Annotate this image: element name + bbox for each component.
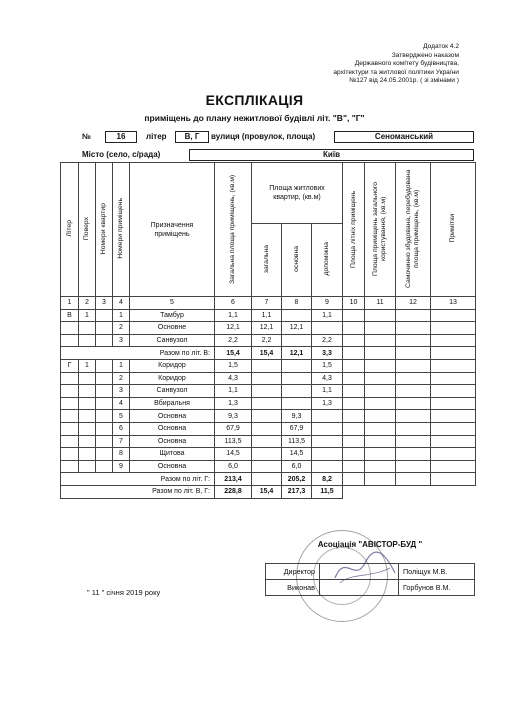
cell-apt <box>96 410 113 423</box>
cell-ltotal <box>252 410 282 423</box>
cell-floor <box>79 460 96 473</box>
cell-main <box>282 359 312 372</box>
column-number-row <box>61 297 476 310</box>
cell-main: 9,3 <box>282 410 312 423</box>
cell-empty <box>396 397 431 410</box>
cell-empty <box>365 422 396 435</box>
cell-room: 3 <box>113 385 130 398</box>
cell-ltotal <box>252 397 282 410</box>
column-number: 11 <box>365 297 396 310</box>
cell-total: 2,2 <box>215 334 252 347</box>
grand-total-row <box>61 485 476 498</box>
cell-liter <box>61 334 79 347</box>
cell-empty <box>396 422 431 435</box>
cell-liter <box>61 460 79 473</box>
subtotal-row-v <box>61 347 476 360</box>
liter-label: літер <box>146 132 167 141</box>
cell-purpose: Основне <box>130 322 215 335</box>
cell-total: 1,1 <box>215 385 252 398</box>
cell-ltotal <box>252 460 282 473</box>
cell-apt <box>96 334 113 347</box>
table-row <box>61 334 476 347</box>
cell-empty <box>343 385 365 398</box>
director-name: Поліщук М.В. <box>399 564 475 580</box>
cell-empty <box>396 385 431 398</box>
cell-purpose: Основна <box>130 435 215 448</box>
cell-floor <box>79 322 96 335</box>
cell-empty <box>365 448 396 461</box>
cell-empty <box>365 397 396 410</box>
cell-room: 2 <box>113 372 130 385</box>
cell-room: 6 <box>113 422 130 435</box>
header-common-area: Площа приміщень загального користування, (кв.м) <box>365 163 396 297</box>
cell-main <box>282 397 312 410</box>
cell-ltotal: 2,2 <box>252 334 282 347</box>
cell-liter <box>61 372 79 385</box>
cell-apt <box>96 309 113 322</box>
number-value: 16 <box>105 131 137 143</box>
cell-purpose: Коридор <box>130 359 215 372</box>
cell-ltotal: 12,1 <box>252 322 282 335</box>
cell-main: 14,5 <box>282 448 312 461</box>
grand-total-aux: 11,5 <box>312 485 343 498</box>
cell-aux: 1,5 <box>312 359 343 372</box>
subtotal-label: Разом по літ. Г: <box>61 473 215 486</box>
subtotal-aux: 3,3 <box>312 347 343 360</box>
cell-apt <box>96 322 113 335</box>
cell-empty <box>431 410 476 423</box>
column-number: 6 <box>215 297 252 310</box>
cell-floor <box>79 397 96 410</box>
cell-liter <box>61 385 79 398</box>
cell-liter <box>61 322 79 335</box>
cell-empty <box>396 372 431 385</box>
document-date: " 11 " січня 2019 року <box>87 588 161 597</box>
cell-room: 2 <box>113 322 130 335</box>
cell-room: 1 <box>113 359 130 372</box>
cell-apt <box>96 448 113 461</box>
table-row <box>61 422 476 435</box>
column-number: 7 <box>252 297 282 310</box>
cell-room: 1 <box>113 309 130 322</box>
cell-total: 1,3 <box>215 397 252 410</box>
cell-total: 113,5 <box>215 435 252 448</box>
cell-empty <box>431 334 476 347</box>
director-label: Директор <box>266 564 320 580</box>
cell-room: 8 <box>113 448 130 461</box>
cell-empty <box>431 460 476 473</box>
cell-empty <box>343 397 365 410</box>
cell-empty <box>431 397 476 410</box>
cell-room: 7 <box>113 435 130 448</box>
header-living-aux: допоміжна <box>312 224 343 297</box>
grand-total-living-total: 15,4 <box>252 485 282 498</box>
cell-aux: 2,2 <box>312 334 343 347</box>
executor-name: Горбунов В.М. <box>399 580 475 596</box>
table-row <box>61 359 476 372</box>
cell-aux <box>312 322 343 335</box>
cell-empty <box>365 372 396 385</box>
header-living-main: основна <box>282 224 312 297</box>
executor-label: Виконав <box>266 580 320 596</box>
cell-purpose: Коридор <box>130 372 215 385</box>
header-floor: Поверх <box>79 163 96 297</box>
cell-liter <box>61 397 79 410</box>
approval-line: архітектури та житлової політики України <box>333 68 459 76</box>
column-number: 8 <box>282 297 312 310</box>
cell-floor: 1 <box>79 309 96 322</box>
cell-aux <box>312 410 343 423</box>
cell-aux: 1,1 <box>312 309 343 322</box>
column-number: 12 <box>396 297 431 310</box>
cell-liter <box>61 435 79 448</box>
cell-apt <box>96 359 113 372</box>
header-living-total: загальна <box>252 224 282 297</box>
subtotal-living-total <box>252 473 282 486</box>
column-number: 13 <box>431 297 476 310</box>
cell-main: 113,5 <box>282 435 312 448</box>
table-row <box>61 448 476 461</box>
column-number: 5 <box>130 297 215 310</box>
cell-main <box>282 385 312 398</box>
cell-aux: 1,1 <box>312 385 343 398</box>
cell-empty <box>365 385 396 398</box>
explication-table <box>60 162 476 499</box>
cell-empty <box>396 309 431 322</box>
cell-ltotal <box>252 422 282 435</box>
cell-liter <box>61 410 79 423</box>
cell-liter <box>61 448 79 461</box>
cell-empty <box>431 435 476 448</box>
cell-purpose: Тамбур <box>130 309 215 322</box>
header-living-area: Площа житлових квартир, (кв.м) <box>252 163 343 224</box>
cell-empty <box>365 359 396 372</box>
cell-empty <box>343 435 365 448</box>
cell-empty <box>396 435 431 448</box>
cell-apt <box>96 422 113 435</box>
executor-signature <box>320 580 399 596</box>
table-row <box>61 322 476 335</box>
table-row <box>61 435 476 448</box>
cell-floor <box>79 435 96 448</box>
cell-aux: 4,3 <box>312 372 343 385</box>
document-subtitle: приміщень до плану нежитлової будівлі літ. "В", "Г" <box>144 113 365 123</box>
cell-apt <box>96 460 113 473</box>
cell-purpose: Вбиральня <box>130 397 215 410</box>
header-notes: Примітки <box>431 163 476 297</box>
subtotal-row-g <box>61 473 476 486</box>
cell-empty <box>343 322 365 335</box>
column-number: 10 <box>343 297 365 310</box>
cell-empty <box>396 322 431 335</box>
subtotal-main: 12,1 <box>282 347 312 360</box>
signature-table <box>265 563 475 596</box>
cell-ltotal: 1,1 <box>252 309 282 322</box>
cell-empty <box>396 448 431 461</box>
header-summer-area: Площа літніх приміщень <box>343 163 365 297</box>
cell-empty <box>343 448 365 461</box>
cell-floor <box>79 372 96 385</box>
cell-empty <box>431 422 476 435</box>
grand-total-total: 228,8 <box>215 485 252 498</box>
cell-empty <box>431 448 476 461</box>
document-title: ЕКСПЛІКАЦІЯ <box>205 92 304 108</box>
cell-purpose: Основна <box>130 422 215 435</box>
header-apartment-numbers: Номери квартир <box>96 163 113 297</box>
cell-floor <box>79 385 96 398</box>
cell-empty <box>396 359 431 372</box>
subtotal-total: 213,4 <box>215 473 252 486</box>
cell-ltotal <box>252 448 282 461</box>
approval-line: Додаток 4.2 <box>423 43 459 50</box>
cell-empty <box>431 372 476 385</box>
cell-purpose: Основна <box>130 410 215 423</box>
cell-total: 12,1 <box>215 322 252 335</box>
cell-ltotal <box>252 435 282 448</box>
cell-aux: 1,3 <box>312 397 343 410</box>
cell-empty <box>396 334 431 347</box>
column-number: 3 <box>96 297 113 310</box>
cell-total: 67,9 <box>215 422 252 435</box>
organization-name: Асоціація "АВІСТОР-БУД " <box>317 540 423 549</box>
subtotal-aux: 8,2 <box>312 473 343 486</box>
city-label: Місто (село, с/рада) <box>82 150 161 159</box>
approval-line: №127 від 24.05.2001р. ( зі змінами ) <box>349 77 459 85</box>
table-row <box>61 309 476 322</box>
cell-aux <box>312 435 343 448</box>
table-row <box>61 397 476 410</box>
header-total-area: Загальна площа приміщень, (кв.м) <box>215 163 252 297</box>
cell-empty <box>343 309 365 322</box>
grand-total-main: 217,3 <box>282 485 312 498</box>
cell-floor <box>79 334 96 347</box>
liter-value: В, Г <box>175 131 209 143</box>
cell-main: 6,0 <box>282 460 312 473</box>
cell-empty <box>365 410 396 423</box>
cell-purpose: Основна <box>130 460 215 473</box>
signature-block <box>265 537 475 596</box>
cell-ltotal <box>252 385 282 398</box>
subtotal-label: Разом по літ. В: <box>61 347 215 360</box>
cell-main: 12,1 <box>282 322 312 335</box>
city-value: Київ <box>189 149 474 161</box>
cell-room: 4 <box>113 397 130 410</box>
cell-apt <box>96 372 113 385</box>
cell-apt <box>96 435 113 448</box>
table-row <box>61 385 476 398</box>
cell-empty <box>365 309 396 322</box>
director-signature <box>320 564 399 580</box>
subtotal-main: 205,2 <box>282 473 312 486</box>
cell-room: 9 <box>113 460 130 473</box>
cell-empty <box>365 322 396 335</box>
approval-line: Затверджено наказом <box>391 51 459 59</box>
cell-aux <box>312 460 343 473</box>
cell-empty <box>343 372 365 385</box>
cell-empty <box>343 410 365 423</box>
cell-main: 67,9 <box>282 422 312 435</box>
column-number: 1 <box>61 297 79 310</box>
cell-main <box>282 372 312 385</box>
cell-total: 4,3 <box>215 372 252 385</box>
header-room-numbers: Номери приміщень <box>113 163 130 297</box>
cell-purpose: Санвузол <box>130 385 215 398</box>
cell-empty <box>343 334 365 347</box>
cell-total: 14,5 <box>215 448 252 461</box>
approval-line: Державного комітету будівництва, <box>354 60 459 68</box>
column-number: 9 <box>312 297 343 310</box>
cell-empty <box>365 435 396 448</box>
cell-empty <box>431 385 476 398</box>
cell-purpose: Санвузол <box>130 334 215 347</box>
cell-aux <box>312 422 343 435</box>
cell-empty <box>431 359 476 372</box>
grand-total-label: Разом по літ. В, Г: <box>61 485 215 498</box>
cell-apt <box>96 397 113 410</box>
cell-liter: В <box>61 309 79 322</box>
header-unauthorized-area: Самочинно збудована, перебудована площа приміщень, (кв.м) <box>396 163 431 297</box>
table-row <box>61 460 476 473</box>
cell-floor <box>79 422 96 435</box>
cell-total: 1,1 <box>215 309 252 322</box>
cell-floor <box>79 410 96 423</box>
subtotal-living-total: 15,4 <box>252 347 282 360</box>
cell-empty <box>343 422 365 435</box>
cell-empty <box>343 359 365 372</box>
cell-empty <box>365 334 396 347</box>
cell-empty <box>431 322 476 335</box>
cell-empty <box>396 460 431 473</box>
cell-liter <box>61 422 79 435</box>
header-liter: Літер <box>61 163 79 297</box>
column-number: 4 <box>113 297 130 310</box>
cell-purpose: Щитова <box>130 448 215 461</box>
cell-ltotal <box>252 359 282 372</box>
cell-total: 1,5 <box>215 359 252 372</box>
number-label: № <box>82 132 91 141</box>
approval-note <box>239 43 459 86</box>
cell-apt <box>96 385 113 398</box>
cell-floor: 1 <box>79 359 96 372</box>
cell-total: 6,0 <box>215 460 252 473</box>
cell-main <box>282 334 312 347</box>
cell-total: 9,3 <box>215 410 252 423</box>
cell-empty <box>431 309 476 322</box>
cell-empty <box>343 460 365 473</box>
cell-room: 5 <box>113 410 130 423</box>
table-row <box>61 410 476 423</box>
cell-aux <box>312 448 343 461</box>
cell-floor <box>79 448 96 461</box>
header-purpose: Призначення приміщень <box>130 163 215 297</box>
cell-ltotal <box>252 372 282 385</box>
street-label: вулиця (провулок, площа) <box>211 132 316 141</box>
table-row <box>61 372 476 385</box>
cell-empty <box>396 410 431 423</box>
subtotal-total: 15,4 <box>215 347 252 360</box>
cell-liter: Г <box>61 359 79 372</box>
column-number: 2 <box>79 297 96 310</box>
cell-main <box>282 309 312 322</box>
cell-room: 3 <box>113 334 130 347</box>
street-value: Сеноманський <box>334 131 474 143</box>
cell-empty <box>365 460 396 473</box>
